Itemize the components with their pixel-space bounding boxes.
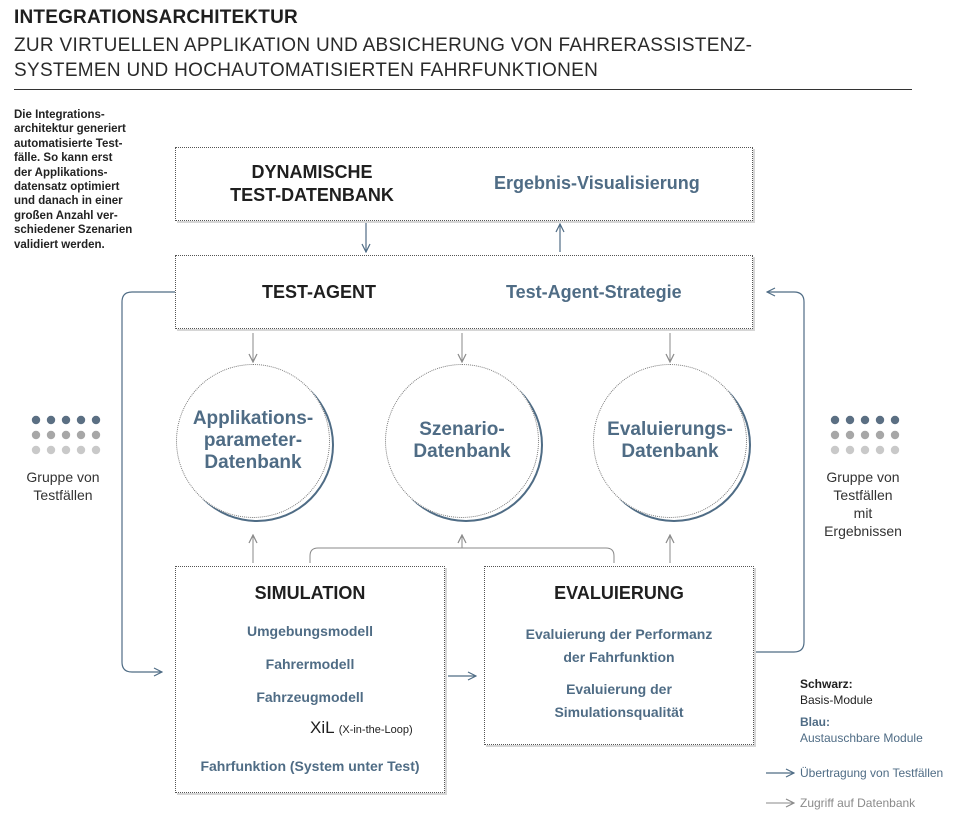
sim-quality-line-1: Evaluierung der <box>566 681 672 697</box>
intro-line: datensatz optimiert <box>14 181 120 194</box>
left-group-label <box>8 468 118 504</box>
intro-line: architektur generiert <box>14 123 126 136</box>
right-group-line-4: Ergebnissen <box>824 523 902 539</box>
intro-line: automatisierte Test- <box>14 137 123 150</box>
result-visualization-module: Ergebnis-Visualisierung <box>494 173 700 193</box>
intro-line: validiert werden. <box>14 238 105 251</box>
app-db-line-1: Applikations- <box>192 408 314 429</box>
subtitle-line-1: ZUR VIRTUELLEN APPLIKATION UND ABSICHERUNG VON FAHRERASSISTENZ- <box>14 35 753 56</box>
application-parameter-database[interactable] <box>176 364 330 518</box>
right-group-line-1: Gruppe von <box>826 469 900 485</box>
legend-black-value: Basis-Module <box>800 693 873 707</box>
xil-sub: (X-in-the-Loop) <box>338 724 413 736</box>
xil-label <box>310 718 413 738</box>
left-dot-grid <box>32 416 100 454</box>
legend <box>800 676 970 746</box>
legend-black-key: Schwarz: <box>800 677 853 691</box>
app-db-line-2: parameter- <box>203 430 303 451</box>
arrow-agent-to-simulation <box>122 292 175 672</box>
legend-blue-value: Austauschbare Module <box>800 731 923 745</box>
dynamic-test-database-label <box>212 161 412 207</box>
scenario-db-line-2: Datenbank <box>413 441 511 462</box>
evaluation-database[interactable] <box>593 364 747 518</box>
dynamic-test-database-box[interactable] <box>175 147 753 221</box>
driver-model: Fahrermodell <box>265 656 355 672</box>
intro-line: großen Anzahl ver- <box>14 209 118 222</box>
simulation-quality-evaluation <box>485 678 753 724</box>
right-group-label <box>808 468 918 540</box>
sim-quality-line-2: Simulationsqualität <box>554 704 684 720</box>
left-group-line-1: Gruppe von <box>26 469 100 485</box>
xil-main: XiL <box>310 718 334 737</box>
simulation-label: SIMULATION <box>254 583 366 603</box>
bracket-to-scenario-db <box>310 548 614 563</box>
intro-line: und danach in einer <box>14 195 123 208</box>
intro-line: schiedener Szenarien <box>14 224 133 237</box>
system-under-test: Fahrfunktion (System unter Test) <box>200 758 420 774</box>
database-label-line-2: TEST-DATENBANK <box>230 185 394 205</box>
right-group-line-3: mit <box>853 505 873 521</box>
left-group-line-2: Testfällen <box>33 487 93 503</box>
eval-db-line-1: Evaluierungs- <box>607 419 733 440</box>
vehicle-model: Fahrzeugmodell <box>256 689 364 705</box>
performance-evaluation <box>485 623 753 669</box>
evaluation-label: EVALUIERUNG <box>554 583 684 603</box>
intro-line: fälle. So kann erst <box>14 152 113 165</box>
evaluation-box[interactable] <box>484 566 754 745</box>
arrow-eval-to-agent <box>756 292 804 652</box>
scenario-database[interactable] <box>385 364 539 518</box>
simulation-box[interactable] <box>175 566 445 793</box>
subtitle-line-2: SYSTEMEN UND HOCHAUTOMATISIERTEN FAHRFUNKTIONEN <box>14 60 599 81</box>
test-agent-strategy-module: Test-Agent-Strategie <box>506 282 682 302</box>
right-dot-grid <box>831 416 899 454</box>
intro-line: der Applikations- <box>14 166 108 179</box>
eval-db-line-2: Datenbank <box>621 441 719 462</box>
intro-line: Die Integrations- <box>14 109 105 121</box>
legend-blue-key: Blau: <box>800 715 830 729</box>
test-agent-box[interactable] <box>175 255 753 329</box>
scenario-db-line-1: Szenario- <box>419 419 505 440</box>
diagram-title: INTEGRATIONSARCHITEKTUR <box>14 7 298 28</box>
performance-eval-line-1: Evaluierung der Performanz <box>525 626 713 642</box>
test-agent-label: TEST-AGENT <box>262 282 377 302</box>
environment-model: Umgebungsmodell <box>246 623 373 639</box>
legend-access-label: Zugriff auf Datenbank <box>800 796 916 810</box>
legend-transfer-label: Übertragung von Testfällen <box>800 766 944 780</box>
app-db-line-3: Datenbank <box>204 452 302 473</box>
performance-eval-line-2: der Fahrfunktion <box>563 649 675 665</box>
right-group-line-2: Testfällen <box>833 487 893 503</box>
database-label-line-1: DYNAMISCHE <box>251 162 373 182</box>
